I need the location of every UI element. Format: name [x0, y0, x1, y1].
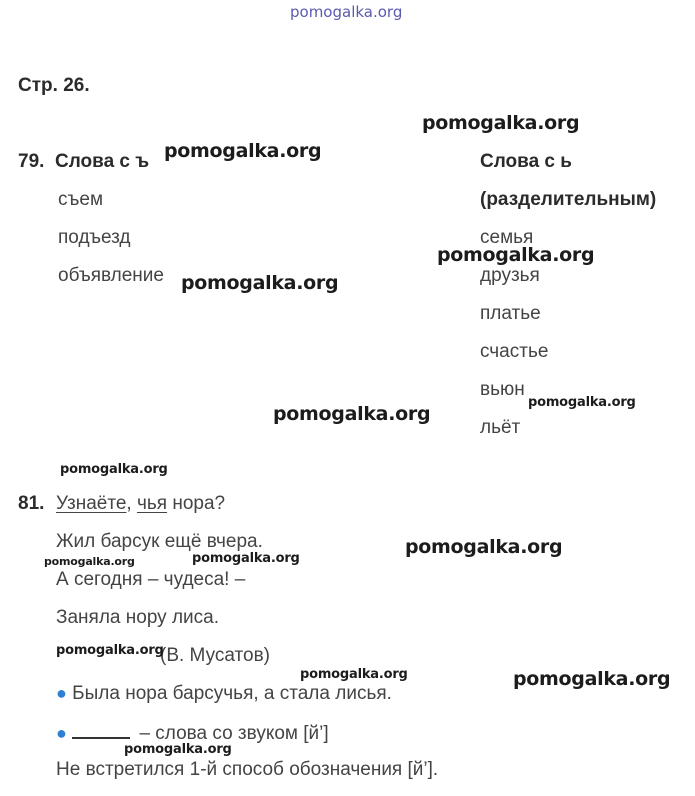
poem-line: Жил барсук ещё вчера.	[56, 531, 263, 552]
ex79-right-word: счастье	[480, 341, 549, 362]
watermark: pomogalka.org	[56, 643, 164, 658]
watermark: pomogalka.org	[192, 551, 300, 566]
watermark: pomogalka.org	[513, 668, 671, 690]
bullet-line-1	[56, 683, 392, 705]
ex79-right-word: семья	[480, 227, 534, 248]
ex81-q-comma: ,	[126, 493, 137, 514]
watermark: pomogalka.org	[422, 112, 580, 134]
ex79-right-word: вьюн	[480, 379, 525, 400]
ex79-right-word: друзья	[480, 265, 540, 286]
ex81-question	[56, 493, 225, 515]
ex79-left-word: объявление	[58, 265, 164, 286]
answer-blank	[72, 721, 130, 739]
watermark: pomogalka.org	[300, 667, 408, 682]
ex79-right-title: Слова с ь	[480, 151, 572, 172]
last-line: Не встретился 1-й способ обозначения [й’].	[56, 759, 439, 780]
ex81-q-underlined-1: Узнаёте	[56, 493, 127, 514]
watermark: pomogalka.org	[164, 140, 322, 162]
ex79-right-word: платье	[480, 303, 541, 324]
watermark: pomogalka.org	[181, 272, 339, 294]
ex79-number: 79.	[18, 151, 45, 172]
watermark: pomogalka.org	[60, 462, 168, 477]
bullet-icon: ●	[56, 683, 67, 703]
watermark: pomogalka.org	[273, 403, 431, 425]
watermark: pomogalka.org	[437, 244, 595, 266]
ex81-q-rest: нора?	[167, 493, 226, 514]
ex79-left-title: Слова с ъ	[55, 151, 150, 172]
poem-author: (В. Мусатов)	[160, 645, 271, 666]
ex79-right-word: льёт	[480, 417, 521, 438]
bullet-text-2: – слова со звуком [й’]	[139, 723, 329, 744]
bullet-text-1: Была нора барсучья, а стала лисья.	[72, 683, 392, 704]
watermark: pomogalka.org	[528, 395, 636, 410]
watermark: pomogalka.org	[405, 536, 563, 558]
ex81-q-underlined-2: чья	[136, 493, 168, 514]
ex81-number: 81.	[18, 493, 45, 514]
bullet-icon: ●	[56, 723, 67, 743]
watermark: pomogalka.org	[44, 555, 135, 568]
page-label: Стр. 26.	[18, 75, 90, 96]
ex79-right-title-sub: (разделительным)	[480, 189, 657, 210]
poem-line: Заняла нору лиса.	[56, 607, 219, 628]
ex79-left-word: подъезд	[58, 227, 131, 248]
watermark-top: pomogalka.org	[290, 3, 403, 21]
poem-line: А сегодня – чудеса! –	[56, 569, 246, 590]
ex79-left-word: съем	[58, 189, 104, 210]
watermark: pomogalka.org	[124, 742, 232, 757]
